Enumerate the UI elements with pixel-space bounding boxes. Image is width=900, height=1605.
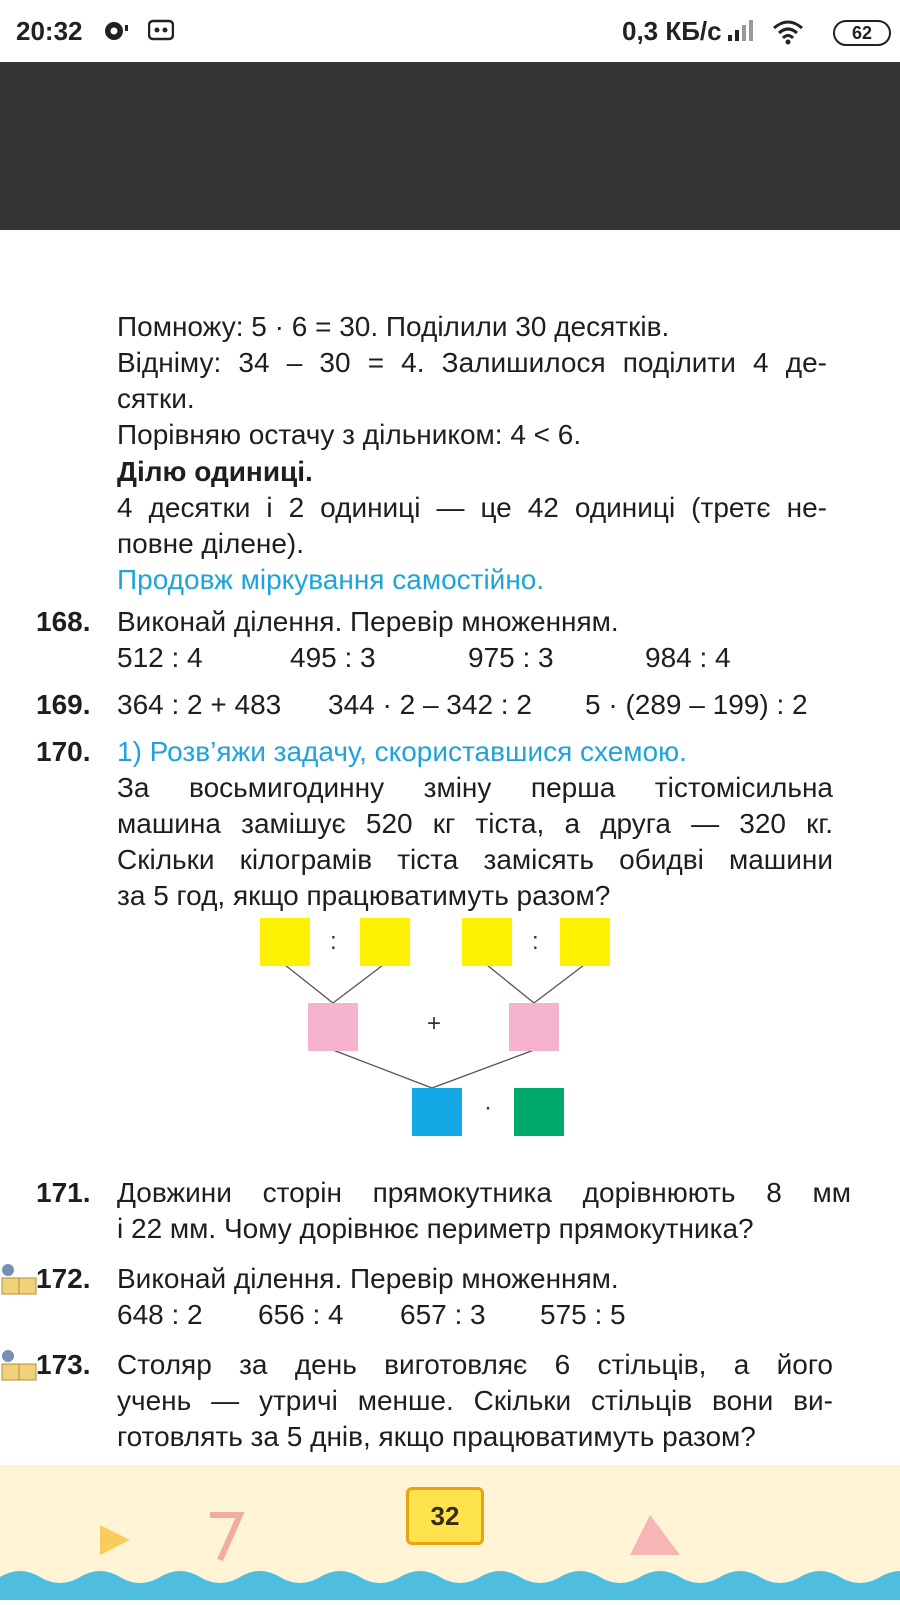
- text-line: Помножу: 5 · 6 = 30. Поділили 30 десятків.: [117, 311, 670, 342]
- homework-book-icon: [0, 1348, 40, 1384]
- scheme-box-yellow: [462, 918, 512, 966]
- task-text: За восьмигодинну зміну перша тістомісильна: [117, 772, 833, 803]
- text-line: сятки.: [117, 383, 195, 414]
- scheme-box-blue: [412, 1088, 462, 1136]
- task-number: 172.: [36, 1263, 91, 1294]
- expression: 657 : 3: [400, 1299, 486, 1330]
- task-number: 170.: [36, 736, 91, 767]
- task-text: готовлять за 5 днів, якщо працюватимуть разом?: [117, 1421, 756, 1452]
- task-text: Столяр за день виготовляє 6 стільців, а його: [117, 1349, 833, 1380]
- scheme-operator: :: [532, 928, 539, 955]
- expression: 495 : 3: [290, 642, 376, 673]
- task-subtitle: 1) Розв’яжи задачу, скориставшися схемою.: [117, 736, 687, 767]
- text-line: Відніму: 34 – 30 = 4. Залишилося поділити 4 де-: [117, 347, 827, 378]
- scheme-box-green: [514, 1088, 564, 1136]
- network-speed: 0,3 КБ/с: [622, 16, 722, 46]
- task-text: Виконай ділення. Перевір множенням.: [117, 1263, 619, 1294]
- homework-book-icon: [0, 1262, 40, 1298]
- task-text: за 5 год, якщо працюватимуть разом?: [117, 880, 611, 911]
- task-number: 171.: [36, 1177, 91, 1208]
- expression: 656 : 4: [258, 1299, 344, 1330]
- expression: 984 : 4: [645, 642, 731, 673]
- task-text: учень — утричі менше. Скільки стільців вони ви-: [117, 1385, 833, 1416]
- subheading: Ділю одиниці.: [117, 456, 313, 487]
- task-text: машина замішує 520 кг тіста, а друга — 320 кг.: [117, 808, 833, 839]
- text-line: Порівняю остачу з дільником: 4 < 6.: [117, 419, 582, 450]
- expression: 5 · (289 – 199) : 2: [585, 689, 808, 720]
- task-number: 169.: [36, 689, 91, 720]
- text-line: повне ділене).: [117, 528, 305, 559]
- task-text: Скільки кілограмів тіста замісять обидві машини: [117, 844, 833, 875]
- task-text: Довжини сторін прямокутника дорівнюють 8 мм: [117, 1177, 851, 1208]
- status-time: 20:32: [16, 16, 83, 46]
- task-number: 173.: [36, 1349, 91, 1380]
- page-number: 32: [406, 1487, 484, 1545]
- task-text: Виконай ділення. Перевір множенням.: [117, 606, 619, 637]
- expression: 575 : 5: [540, 1299, 626, 1330]
- task-text: і 22 мм. Чому дорівнює периметр прямокутника?: [117, 1213, 754, 1244]
- scheme-operator: :: [330, 928, 337, 955]
- scheme-box-yellow: [360, 918, 410, 966]
- scheme-box-yellow: [560, 918, 610, 966]
- expression: 512 : 4: [117, 642, 203, 673]
- scheme-box-pink: [509, 1003, 559, 1051]
- expression: 364 : 2 + 483: [117, 689, 282, 720]
- scheme-operator: +: [427, 1010, 442, 1037]
- scheme-operator: ·: [484, 1094, 492, 1121]
- text-line: 4 десятки і 2 одиниці — це 42 одиниці (третє не-: [117, 492, 827, 523]
- expression: 975 : 3: [468, 642, 554, 673]
- instruction-line: Продовж міркування самостійно.: [117, 564, 545, 595]
- battery-indicator: 62: [833, 20, 891, 46]
- scheme-box-pink: [308, 1003, 358, 1051]
- expression: 344 · 2 – 342 : 2: [328, 689, 532, 720]
- expression: 648 : 2: [117, 1299, 203, 1330]
- task-number: 168.: [36, 606, 91, 637]
- scheme-box-yellow: [260, 918, 310, 966]
